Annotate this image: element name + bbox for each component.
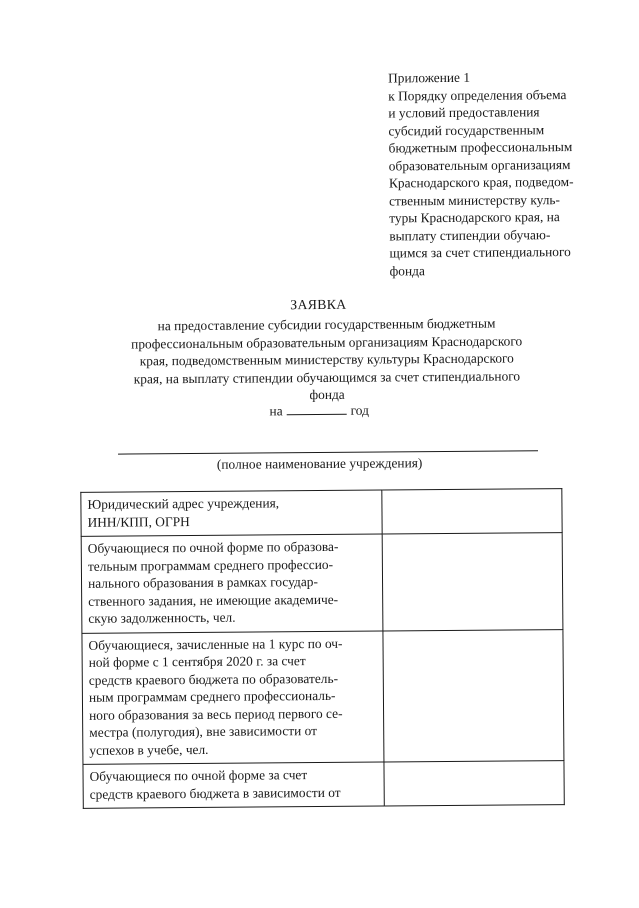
appendix-line: щимся за счет стипендиального [389,244,571,261]
appendix-line: образовательным организациям [388,156,571,173]
row-label-line: ИНН/КПП, ОГРН [87,513,190,530]
appendix-line: ственным министерству куль- [388,191,561,208]
table-row [82,629,564,764]
table-row [81,533,563,633]
year-line [0,399,639,422]
row-label-line: средств краевого бюджета по образователь- [88,670,339,688]
row-label-line: ным программам среднего профессиональ- [88,687,336,705]
year-blank-field[interactable] [287,402,347,415]
appendix-block [388,68,610,280]
appendix-line: субсидий государственным [388,121,545,138]
subtitle-line: профессиональным образовательным организациям Краснодарского [131,332,523,351]
appendix-line: Приложение 1 [388,69,471,86]
appendix-line: бюджетным профессиональным [388,139,573,156]
subtitle-line: края, на выплату стипендии обучающимся за счет стипендиального [133,367,521,386]
row-label [81,490,383,536]
row-label-line: ственного задания, не имеющие академиче- [88,591,339,609]
table-row [81,489,562,537]
row-label-line: тельным программам среднего профессио- [87,556,334,574]
table-row [83,761,564,809]
appendix-line: выплату стипендии обучаю- [389,226,551,243]
row-label [81,534,383,633]
document-subtitle [89,314,565,405]
row-value-cell[interactable] [383,629,564,762]
row-label-line: ной форме с 1 сентября 2020 г. за счет [88,653,306,670]
row-label [82,631,384,765]
row-label-line: Обучающиеся по очной форме по образова- [87,538,339,556]
year-prefix: на [269,403,283,419]
row-label-line: ного образования за весь период первого се- [89,705,343,723]
row-label-line: Обучающиеся, зачисленные на 1 курс по оч- [88,635,343,653]
row-label-line: Обучающиеся по очной форме за счет [89,767,308,784]
appendix-line: и условий предоставления [388,104,540,121]
row-label-line: нального образования в рамках государ- [87,574,318,591]
appendix-line: туры Краснодарского края, на [389,209,560,226]
row-label-line: средств краевого бюджета в зависимости от [89,784,341,802]
document-title: ЗАЯВКА [290,296,347,313]
institution-name-caption: (полное наименование учреждения) [216,455,423,472]
subtitle-line: на предоставление субсидии государственным бюджетным [157,315,496,334]
application-table [80,488,564,809]
row-label-line: скую задолженность, чел. [88,609,236,626]
year-suffix: год [350,402,369,418]
subtitle-line: края, подведомственным министерству культуры Краснодарского [139,350,514,369]
row-label-line: успехов в учебе, чел. [89,741,209,758]
row-value-cell[interactable] [384,761,564,806]
appendix-line: к Порядку определения объема [388,86,567,103]
appendix-line: фонда [389,262,425,278]
appendix-line: Краснодарского края, подведом- [388,174,574,191]
row-label [83,762,385,808]
row-label-line: Юридический адрес учреждения, [87,495,280,512]
row-value-cell[interactable] [382,489,562,534]
subtitle-line: фонда [309,386,345,403]
row-value-cell[interactable] [383,533,563,631]
row-label-line: местра (полугодия), вне зависимости от [89,723,318,740]
